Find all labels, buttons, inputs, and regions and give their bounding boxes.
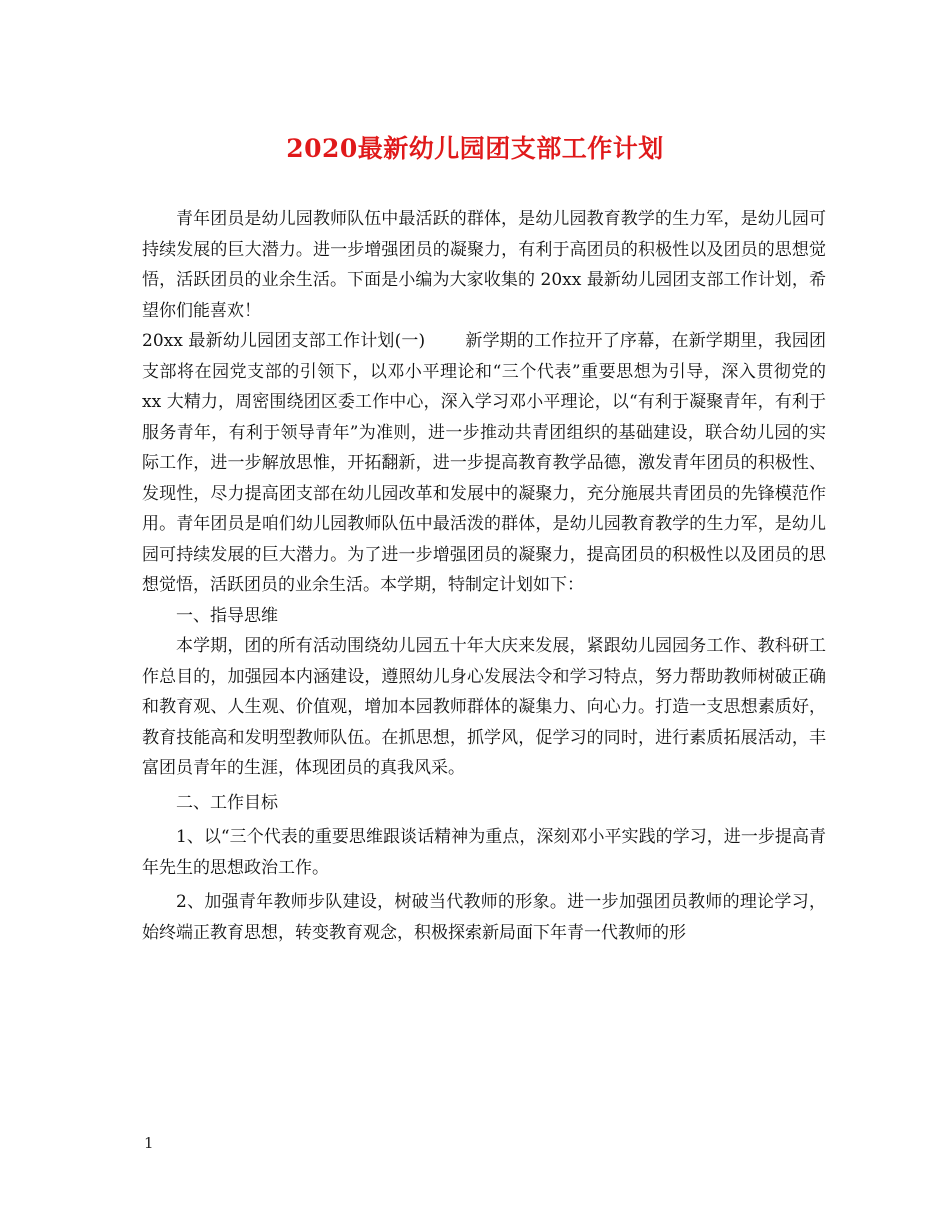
guiding-thought-paragraph: 本学期，团的所有活动围绕幼儿园五十年大庆来发展，紧跟幼儿园园务工作、教科研工作总目的，加强园本内涵建设，遵照幼儿身心发展法令和学习特点，努力帮助教师树破正确和教育观、人生观、价值观，增加本园教师群体的凝集力、向心力。打造一支思想素质好，教育技能高和发明型教师队伍。在抓思想，抓学风，促学习的同时，进行素质拓展活动，丰富团员青年的生涯，体现团员的真我风采。 — [142, 636, 826, 778]
section-heading: 20xx 最新幼儿园团支部工作计划(一) — [142, 331, 426, 351]
heading-work-goals: 二、工作目标 — [176, 792, 278, 813]
document-title: 2020最新幼儿园团支部工作计划 — [286, 134, 664, 163]
section-body: 新学期的工作拉开了序幕，在新学期里，我园团支部将在园党支部的引领下，以邓小平理论和“三个代表”重要思想为引导，深入贯彻党的 xx 大精力，周密围绕团区委工作中心，深入学习邓小平理论，以“有利于凝聚青年，有利于服务青年，有利于领导青年”为准则，进一步推动共青团组织的基础建设，联合幼儿园的实际工作，进一步解放思惟，开拓翻新，进一步提高教育教学品德，激发青年团员的积极性、发现性，尽力提高团支部在幼儿园改革和发展中的凝聚力，充分施展共青团员的先锋模范作用。青年团员是咱们幼儿园教师队伍中最活泼的群体，是幼儿园教育教学的生力军，是幼儿园可持续发展的巨大潜力。为了进一步增强团员的凝聚力，提高团员的积极性以及团员的思想觉悟，活跃团员的业余生活。本学期，特制定计划如下： — [142, 331, 827, 595]
goal-item-1: 1、以“三个代表的重要思维跟谈话精神为重点，深刻邓小平实践的学习，进一步提高青年先生的思想政治工作。 — [142, 827, 826, 878]
heading-guiding-thought: 一、指导思维 — [176, 605, 278, 626]
goal-item-2: 2、加强青年教师步队建设，树破当代教师的形象。进一步加强团员教师的理论学习，始终端正教育思想，转变教育观念，积极探索新局面下年青一代教师的形 — [142, 892, 826, 943]
document-body — [142, 204, 826, 948]
intro-paragraph: 青年团员是幼儿园教师队伍中最活跃的群体，是幼儿园教育教学的生力军，是幼儿园可持续发展的巨大潜力。进一步增强团员的凝聚力，有利于高团员的积极性以及团员的思想觉悟，活跃团员的业余生活。下面是小编为大家收集的 20xx 最新幼儿园团支部工作计划，希望你们能喜欢！ — [142, 209, 826, 321]
section-paragraph — [142, 326, 826, 601]
page-number: 1 — [144, 1134, 154, 1152]
